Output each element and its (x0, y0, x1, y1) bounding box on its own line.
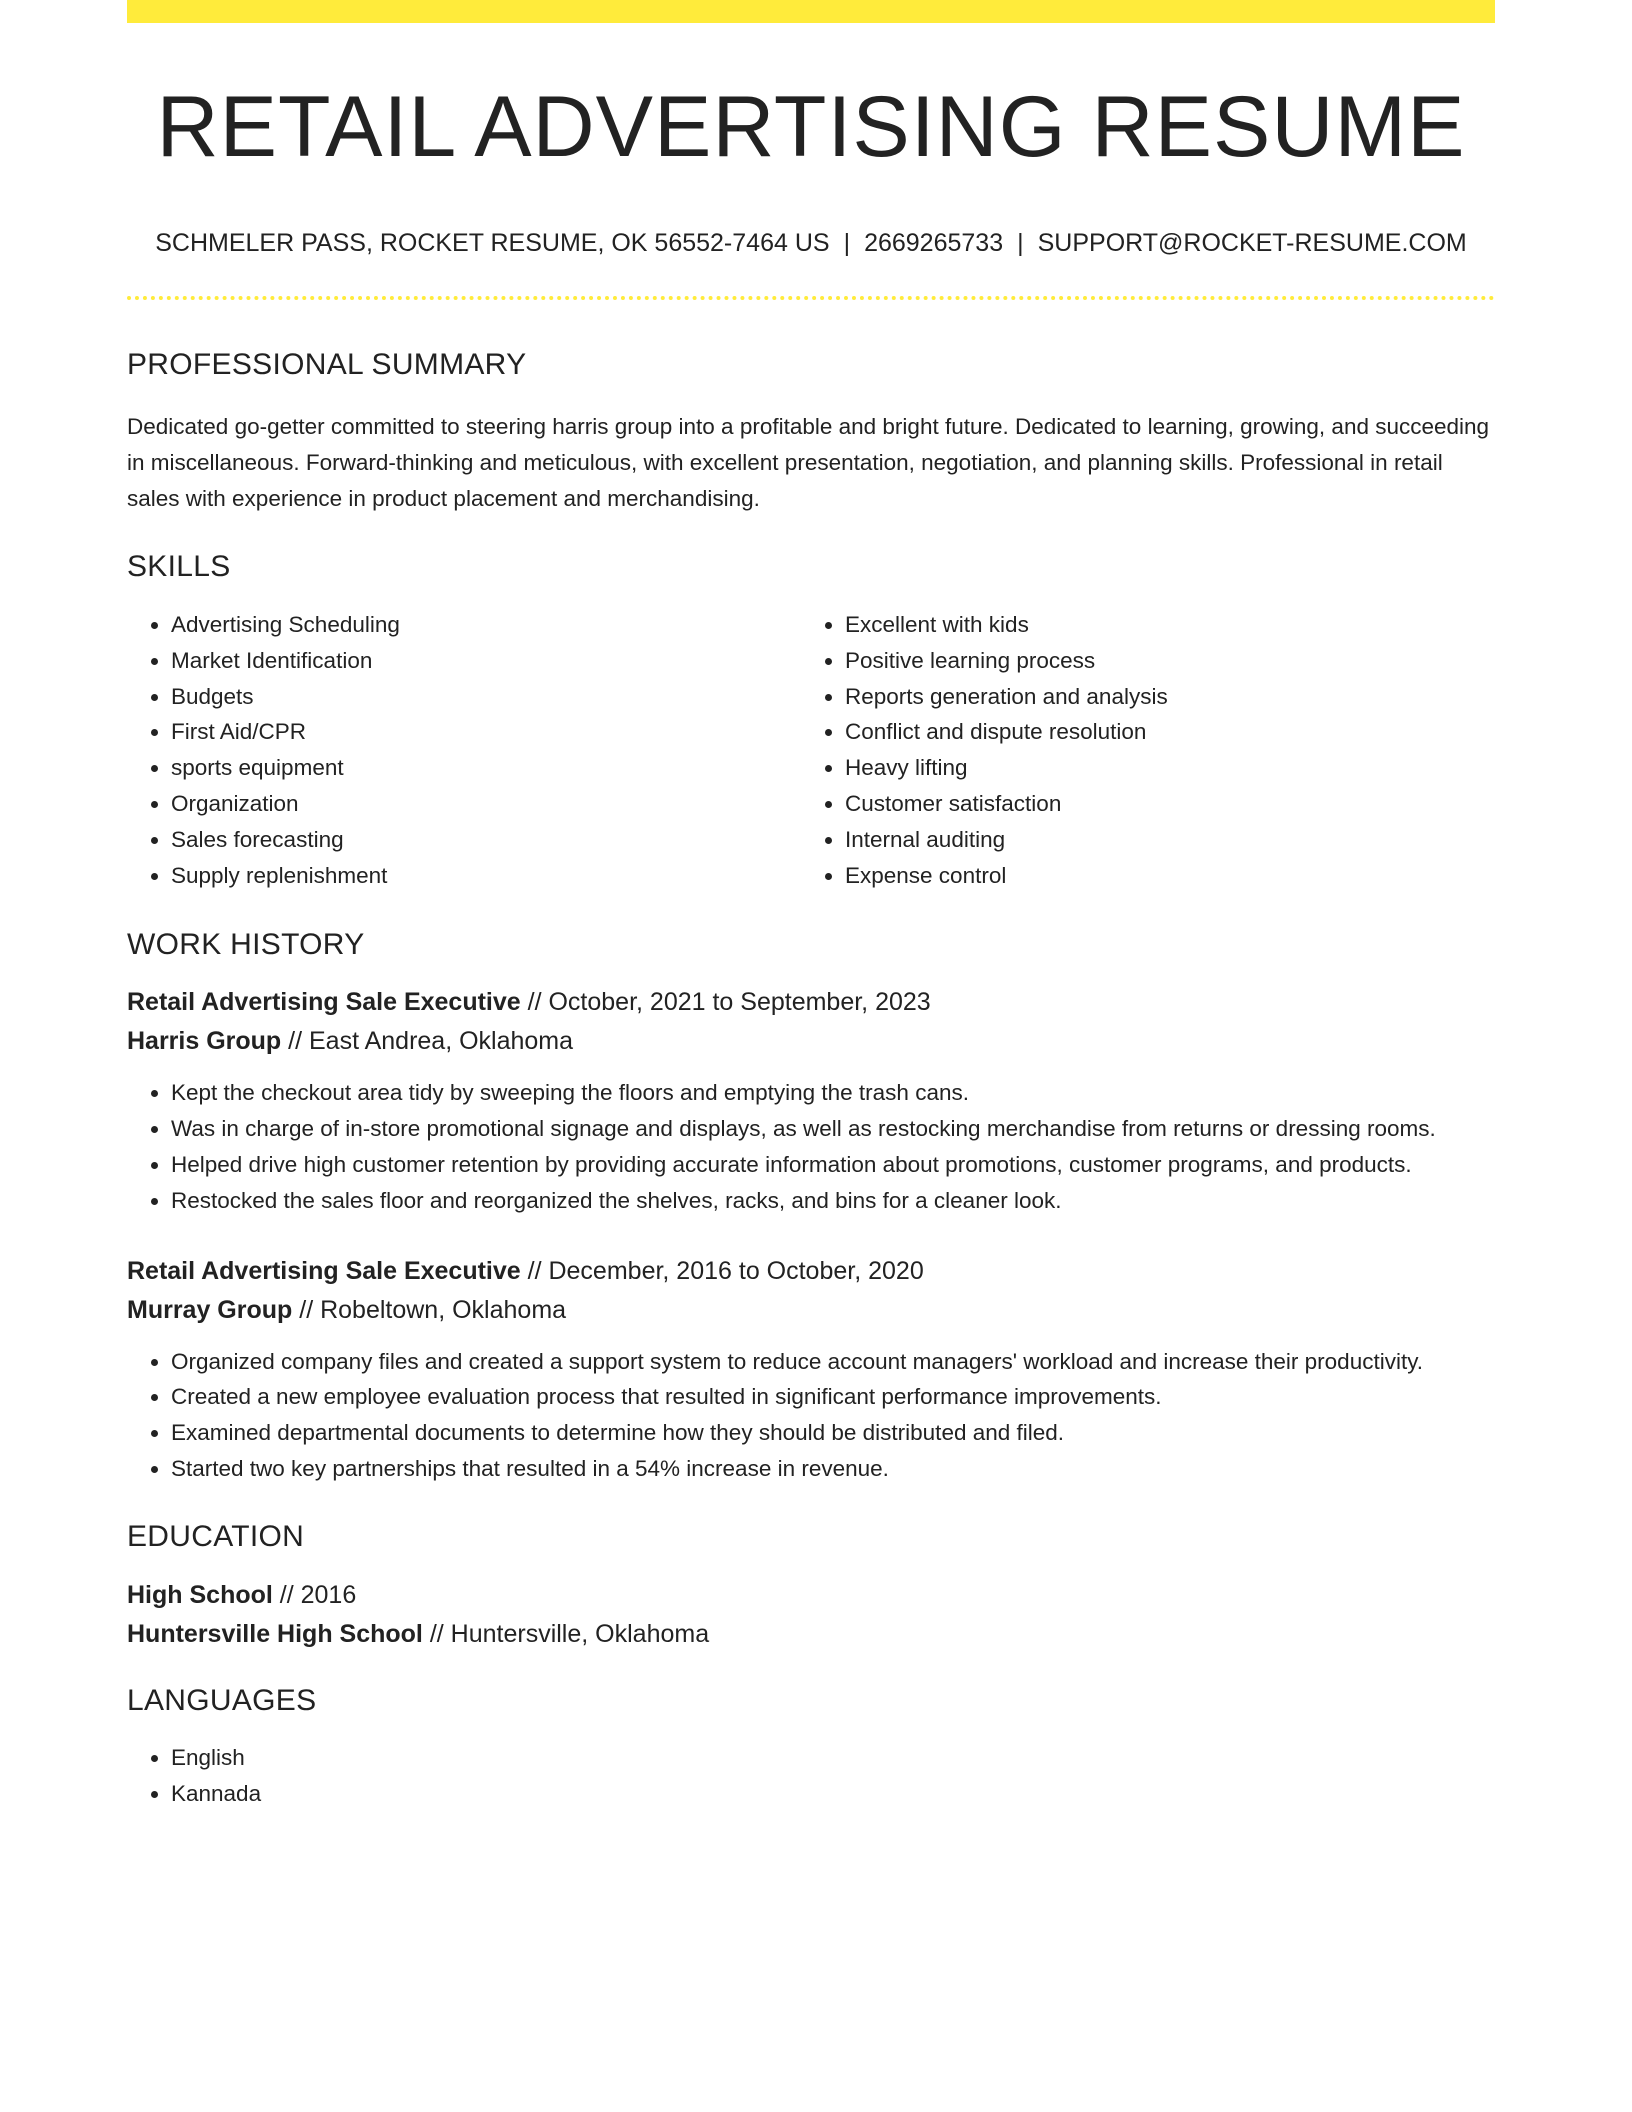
education-heading: EDUCATION (127, 1519, 305, 1553)
education-year: // 2016 (279, 1580, 357, 1609)
work-history-heading: WORK HISTORY (127, 928, 365, 962)
skill-item: • Advertising Scheduling (171, 607, 801, 643)
job-duty: • Examined departmental documents to determine how they should be distributed and filed. (171, 1415, 1495, 1451)
contact-separator: | (1017, 229, 1024, 257)
skills-column-right (801, 607, 1475, 893)
languages-heading: LANGUAGES (127, 1683, 317, 1717)
contact-line (127, 228, 1495, 258)
skill-item: • sports equipment (171, 750, 801, 786)
skill-item: • Conflict and dispute resolution (845, 714, 1475, 750)
job-location: // Robeltown, Oklahoma (299, 1295, 567, 1324)
job-duty: • Started two key partnerships that resulted in a 54% increase in revenue. (171, 1451, 1495, 1487)
job-duties-list (127, 1344, 1495, 1487)
languages-list (127, 1740, 1495, 1812)
summary-text: Dedicated go-getter committed to steering harris group into a profitable and bright future. Dedicated to learning, growing, and succeeding in miscellaneous. Forward-thinking and meticulous, with excellent presentation, negotiation, and planning skills. Professional in retail sales with experience in product placement and merchandising. (127, 414, 1490, 511)
resume-page (127, 0, 1495, 1811)
education-school-line (127, 1615, 1495, 1654)
education-entry (127, 1576, 1495, 1654)
skill-item: • Excellent with kids (845, 607, 1475, 643)
skill-item: • Customer satisfaction (845, 786, 1475, 822)
skill-item: • Sales forecasting (171, 822, 801, 858)
skill-item: • Expense control (845, 858, 1475, 894)
education-degree: High School (127, 1580, 273, 1609)
job-company: Murray Group (127, 1295, 293, 1324)
skill-item: • Positive learning process (845, 643, 1475, 679)
skill-item: • Market Identification (171, 643, 801, 679)
job-dates: // October, 2021 to September, 2023 (527, 988, 931, 1017)
dotted-divider (127, 296, 1495, 300)
skill-item: • Supply replenishment (171, 858, 801, 894)
skill-item: • First Aid/CPR (171, 714, 801, 750)
job-location: // East Andrea, Oklahoma (288, 1027, 574, 1056)
education-school: Huntersville High School (127, 1619, 423, 1648)
language-item: • Kannada (171, 1776, 1495, 1812)
contact-phone: 2669265733 (864, 229, 1004, 257)
resume-title: RETAIL ADVERTISING RESUME (156, 79, 1466, 175)
job-duty: • Created a new employee evaluation process that resulted in significant performance improvements. (171, 1379, 1495, 1415)
job-duty: • Restocked the sales floor and reorganized the shelves, racks, and bins for a cleaner look. (171, 1183, 1495, 1219)
skill-item: • Heavy lifting (845, 750, 1475, 786)
job-dates: // December, 2016 to October, 2020 (527, 1256, 924, 1285)
job-title-line (127, 1252, 1495, 1291)
job-role: Retail Advertising Sale Executive (127, 988, 521, 1017)
education-degree-line (127, 1576, 1495, 1615)
job-duty: • Was in charge of in-store promotional signage and displays, as well as restocking merchandise from returns or dressing rooms. (171, 1111, 1495, 1147)
job-company: Harris Group (127, 1027, 282, 1056)
skill-item: • Organization (171, 786, 801, 822)
skill-item: • Internal auditing (845, 822, 1475, 858)
top-accent-bar (127, 0, 1495, 23)
skills-column-left (127, 607, 801, 893)
contact-separator: | (843, 229, 851, 257)
job-duty: • Organized company files and created a support system to reduce account managers' workload and increase their productivity. (171, 1344, 1495, 1380)
job-duties-list (127, 1075, 1495, 1218)
skill-item: • Reports generation and analysis (845, 679, 1475, 715)
contact-address: SCHMELER PASS, ROCKET RESUME, OK 56552-7464 US (155, 229, 830, 257)
job-company-line (127, 1291, 1495, 1330)
skills-heading: SKILLS (127, 550, 231, 583)
job-duty: • Helped drive high customer retention by providing accurate information about promotions, customer programs, and products. (171, 1147, 1495, 1183)
job-duty: • Kept the checkout area tidy by sweeping the floors and emptying the trash cans. (171, 1075, 1495, 1111)
language-item: • English (171, 1740, 1495, 1776)
education-location: // Huntersville, Oklahoma (429, 1619, 710, 1648)
job-title-line (127, 983, 1495, 1022)
skill-item: • Budgets (171, 679, 801, 715)
job-company-line (127, 1022, 1495, 1061)
contact-email: SUPPORT@ROCKET-RESUME.COM (1037, 229, 1467, 257)
job-role: Retail Advertising Sale Executive (127, 1256, 521, 1285)
summary-heading: PROFESSIONAL SUMMARY (127, 348, 527, 381)
skills-list (127, 607, 1495, 893)
